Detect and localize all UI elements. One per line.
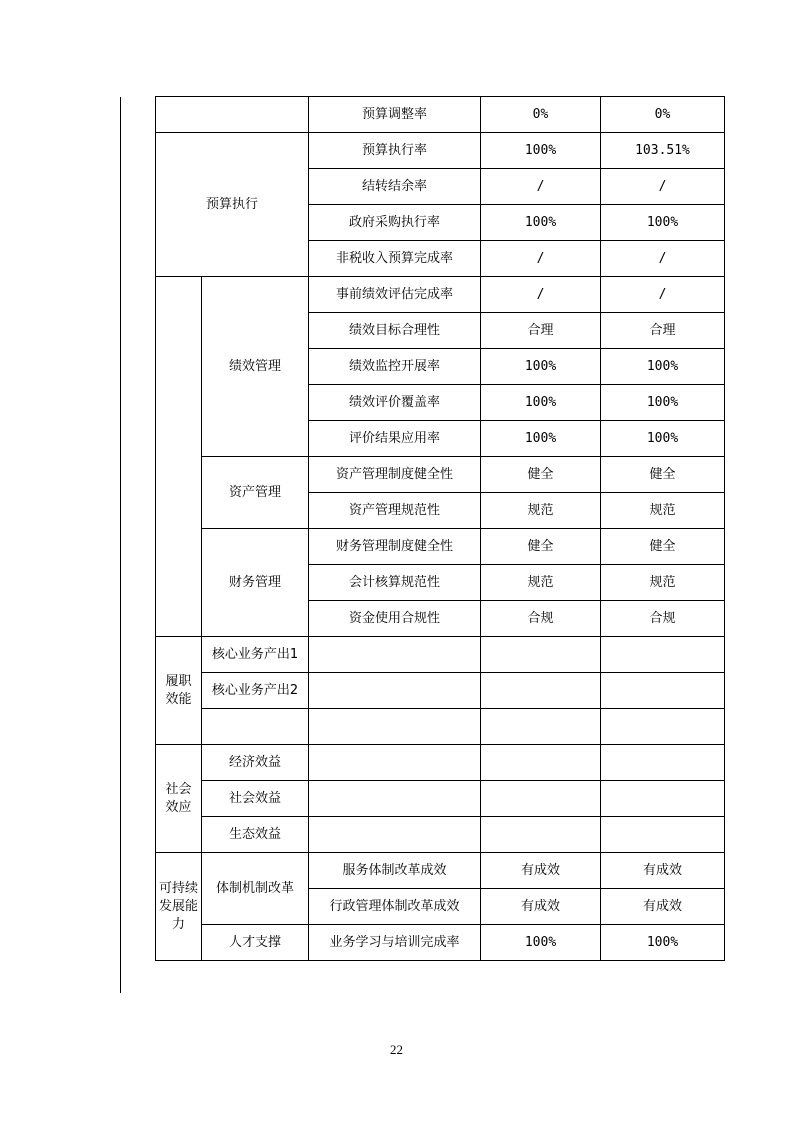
- target-value-cell: 100%: [481, 421, 601, 457]
- actual-value-cell: 0%: [601, 97, 725, 133]
- target-value-cell: 健全: [481, 457, 601, 493]
- category-duty-effect: [156, 637, 202, 745]
- indicator-cell: 财务管理制度健全性: [309, 529, 481, 565]
- subcategory-cell: 生态效益: [202, 817, 309, 853]
- indicator-cell: 绩效目标合理性: [309, 313, 481, 349]
- subcategory-cell: 核心业务产出2: [202, 673, 309, 709]
- actual-value-cell: 合理: [601, 313, 725, 349]
- indicator-cell: 资产管理规范性: [309, 493, 481, 529]
- subcategory-cell: [202, 709, 309, 745]
- indicator-cell: 结转结余率: [309, 169, 481, 205]
- table-row: [156, 745, 725, 781]
- empty-group-cell: [156, 277, 202, 637]
- target-value-cell: 100%: [481, 133, 601, 169]
- target-value-cell: 合规: [481, 601, 601, 637]
- indicator-cell: 政府采购执行率: [309, 205, 481, 241]
- table-row: [156, 925, 725, 961]
- indicator-cell: [309, 745, 481, 781]
- subcategory-cell: 经济效益: [202, 745, 309, 781]
- actual-value-cell: /: [601, 277, 725, 313]
- table-row: [156, 781, 725, 817]
- actual-value-cell: /: [601, 241, 725, 277]
- performance-indicator-table: [155, 96, 725, 961]
- actual-value-cell: [601, 673, 725, 709]
- actual-value-cell: 健全: [601, 529, 725, 565]
- indicator-cell: 评价结果应用率: [309, 421, 481, 457]
- target-value-cell: 100%: [481, 205, 601, 241]
- actual-value-cell: [601, 817, 725, 853]
- table-row: [156, 277, 725, 313]
- target-value-cell: 100%: [481, 349, 601, 385]
- target-value-cell: [481, 781, 601, 817]
- category-budget-execution: 预算执行: [156, 133, 309, 277]
- indicator-cell: 绩效监控开展率: [309, 349, 481, 385]
- target-value-cell: 100%: [481, 385, 601, 421]
- actual-value-cell: 100%: [601, 349, 725, 385]
- actual-value-cell: [601, 637, 725, 673]
- category-label-line: 履职: [165, 673, 192, 689]
- table-row: [156, 529, 725, 565]
- category-label-line: 效能: [165, 691, 192, 707]
- indicator-cell: 服务体制改革成效: [309, 853, 481, 889]
- target-value-cell: [481, 637, 601, 673]
- table-row: [156, 97, 725, 133]
- table-row: [156, 673, 725, 709]
- empty-cell: [156, 97, 309, 133]
- indicator-cell: 会计核算规范性: [309, 565, 481, 601]
- target-value-cell: 规范: [481, 565, 601, 601]
- page-number: 22: [390, 1042, 403, 1057]
- indicator-cell: [309, 709, 481, 745]
- subcategory-cell: 核心业务产出1: [202, 637, 309, 673]
- actual-value-cell: 100%: [601, 925, 725, 961]
- actual-value-cell: 100%: [601, 421, 725, 457]
- table-row: [156, 457, 725, 493]
- indicator-cell: [309, 637, 481, 673]
- actual-value-cell: [601, 781, 725, 817]
- actual-value-cell: [601, 709, 725, 745]
- target-value-cell: [481, 709, 601, 745]
- target-value-cell: 有成效: [481, 889, 601, 925]
- category-asset-mgmt: 资产管理: [202, 457, 309, 529]
- actual-value-cell: 规范: [601, 565, 725, 601]
- category-label-line: 社会: [165, 781, 192, 797]
- target-value-cell: /: [481, 277, 601, 313]
- indicator-cell: 行政管理体制改革成效: [309, 889, 481, 925]
- actual-value-cell: 有成效: [601, 889, 725, 925]
- target-value-cell: [481, 817, 601, 853]
- table-row: [156, 133, 725, 169]
- target-value-cell: /: [481, 241, 601, 277]
- actual-value-cell: /: [601, 169, 725, 205]
- indicator-cell: 事前绩效评估完成率: [309, 277, 481, 313]
- indicator-cell: 资产管理制度健全性: [309, 457, 481, 493]
- actual-value-cell: 100%: [601, 205, 725, 241]
- left-margin-rule: [120, 97, 121, 993]
- indicator-cell: 业务学习与培训完成率: [309, 925, 481, 961]
- target-value-cell: 0%: [481, 97, 601, 133]
- category-label-line: 发展能: [158, 898, 198, 914]
- category-label-line: 效应: [165, 799, 192, 815]
- target-value-cell: 100%: [481, 925, 601, 961]
- table-row: [156, 709, 725, 745]
- subcategory-reform: 体制机制改革: [202, 853, 309, 925]
- category-label-line: 力: [171, 916, 185, 932]
- actual-value-cell: 健全: [601, 457, 725, 493]
- actual-value-cell: [601, 745, 725, 781]
- target-value-cell: /: [481, 169, 601, 205]
- actual-value-cell: 有成效: [601, 853, 725, 889]
- category-social-effect: [156, 745, 202, 853]
- indicator-cell: [309, 673, 481, 709]
- target-value-cell: 健全: [481, 529, 601, 565]
- category-performance-mgmt: 绩效管理: [202, 277, 309, 457]
- category-sustainability: [156, 853, 202, 961]
- target-value-cell: 有成效: [481, 853, 601, 889]
- actual-value-cell: 100%: [601, 385, 725, 421]
- subcategory-talent: 人才支撑: [202, 925, 309, 961]
- indicator-cell: [309, 781, 481, 817]
- indicator-cell: 预算执行率: [309, 133, 481, 169]
- target-value-cell: 规范: [481, 493, 601, 529]
- table-row: [156, 637, 725, 673]
- indicator-cell: [309, 817, 481, 853]
- indicator-cell: 绩效评价覆盖率: [309, 385, 481, 421]
- actual-value-cell: 103.51%: [601, 133, 725, 169]
- subcategory-cell: 社会效益: [202, 781, 309, 817]
- actual-value-cell: 合规: [601, 601, 725, 637]
- indicator-cell: 非税收入预算完成率: [309, 241, 481, 277]
- indicator-cell: 预算调整率: [309, 97, 481, 133]
- actual-value-cell: 规范: [601, 493, 725, 529]
- table-row: [156, 817, 725, 853]
- indicator-cell: 资金使用合规性: [309, 601, 481, 637]
- target-value-cell: 合理: [481, 313, 601, 349]
- target-value-cell: [481, 745, 601, 781]
- category-finance-mgmt: 财务管理: [202, 529, 309, 637]
- table-row: [156, 853, 725, 889]
- category-label-line: 可持续: [158, 880, 198, 896]
- target-value-cell: [481, 673, 601, 709]
